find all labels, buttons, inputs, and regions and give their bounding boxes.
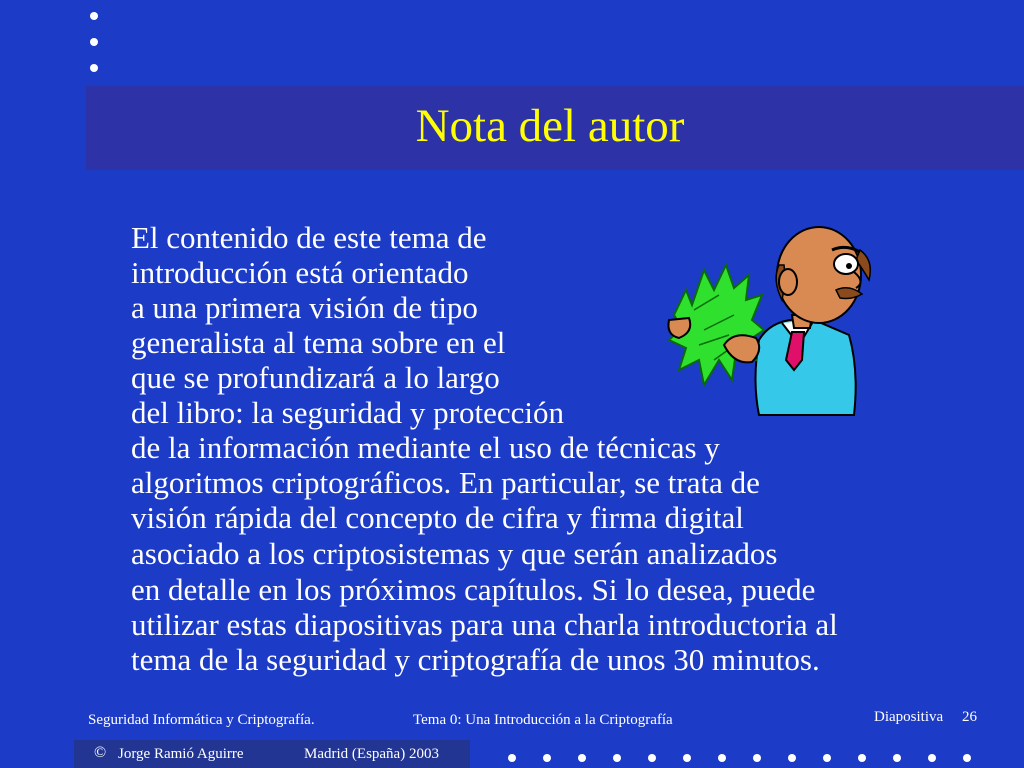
man-holding-money-icon	[664, 220, 884, 420]
decor-dot	[90, 38, 98, 46]
decor-dot	[613, 754, 621, 762]
decor-dot	[963, 754, 971, 762]
decor-dot	[648, 754, 656, 762]
footer-topic: Tema 0: Una Introducción a la Criptografía	[413, 712, 673, 728]
body-line: tema de la seguridad y criptografía de unos 30 minutos.	[131, 642, 820, 677]
copyright-icon: ©	[94, 744, 107, 761]
body-line: El contenido de este tema de	[131, 220, 487, 255]
decor-dot	[508, 754, 516, 762]
decor-dot	[90, 64, 98, 72]
decor-dot	[683, 754, 691, 762]
footer-course: Seguridad Informática y Criptografía.	[88, 712, 315, 728]
decor-dot	[718, 754, 726, 762]
slide-title: Nota del autor	[415, 100, 685, 152]
decor-dot	[788, 754, 796, 762]
footer-slide-label: Diapositiva	[874, 709, 944, 725]
body-line: algoritmos criptográficos. En particular, se trata de	[131, 465, 760, 500]
decor-dot	[823, 754, 831, 762]
body-line: del libro: la seguridad y protección	[131, 395, 565, 430]
decor-dot	[893, 754, 901, 762]
footer-slide-number: 26	[962, 709, 977, 725]
body-line: utilizar estas diapositivas para una charla introductoria al	[131, 607, 838, 642]
body-line: a una primera visión de tipo	[131, 290, 478, 325]
body-line: generalista al tema sobre en el	[131, 325, 506, 360]
body-line: introducción está orientado	[131, 255, 469, 290]
footer-author: Jorge Ramió Aguirre	[118, 746, 244, 762]
decor-dot	[578, 754, 586, 762]
body-line: visión rápida del concepto de cifra y firma digital	[131, 500, 744, 535]
decor-dot	[543, 754, 551, 762]
body-line: asociado a los criptosistemas y que serán analizados	[131, 536, 778, 571]
decor-dot	[928, 754, 936, 762]
footer-place-year: Madrid (España) 2003	[304, 746, 439, 762]
decor-dot	[90, 12, 98, 20]
body-line: que se profundizará a lo largo	[131, 360, 500, 395]
decor-dot	[753, 754, 761, 762]
body-line: de la información mediante el uso de técnicas y	[131, 430, 720, 465]
body-line: en detalle en los próximos capítulos. Si lo desea, puede	[131, 572, 816, 607]
decor-dot	[858, 754, 866, 762]
